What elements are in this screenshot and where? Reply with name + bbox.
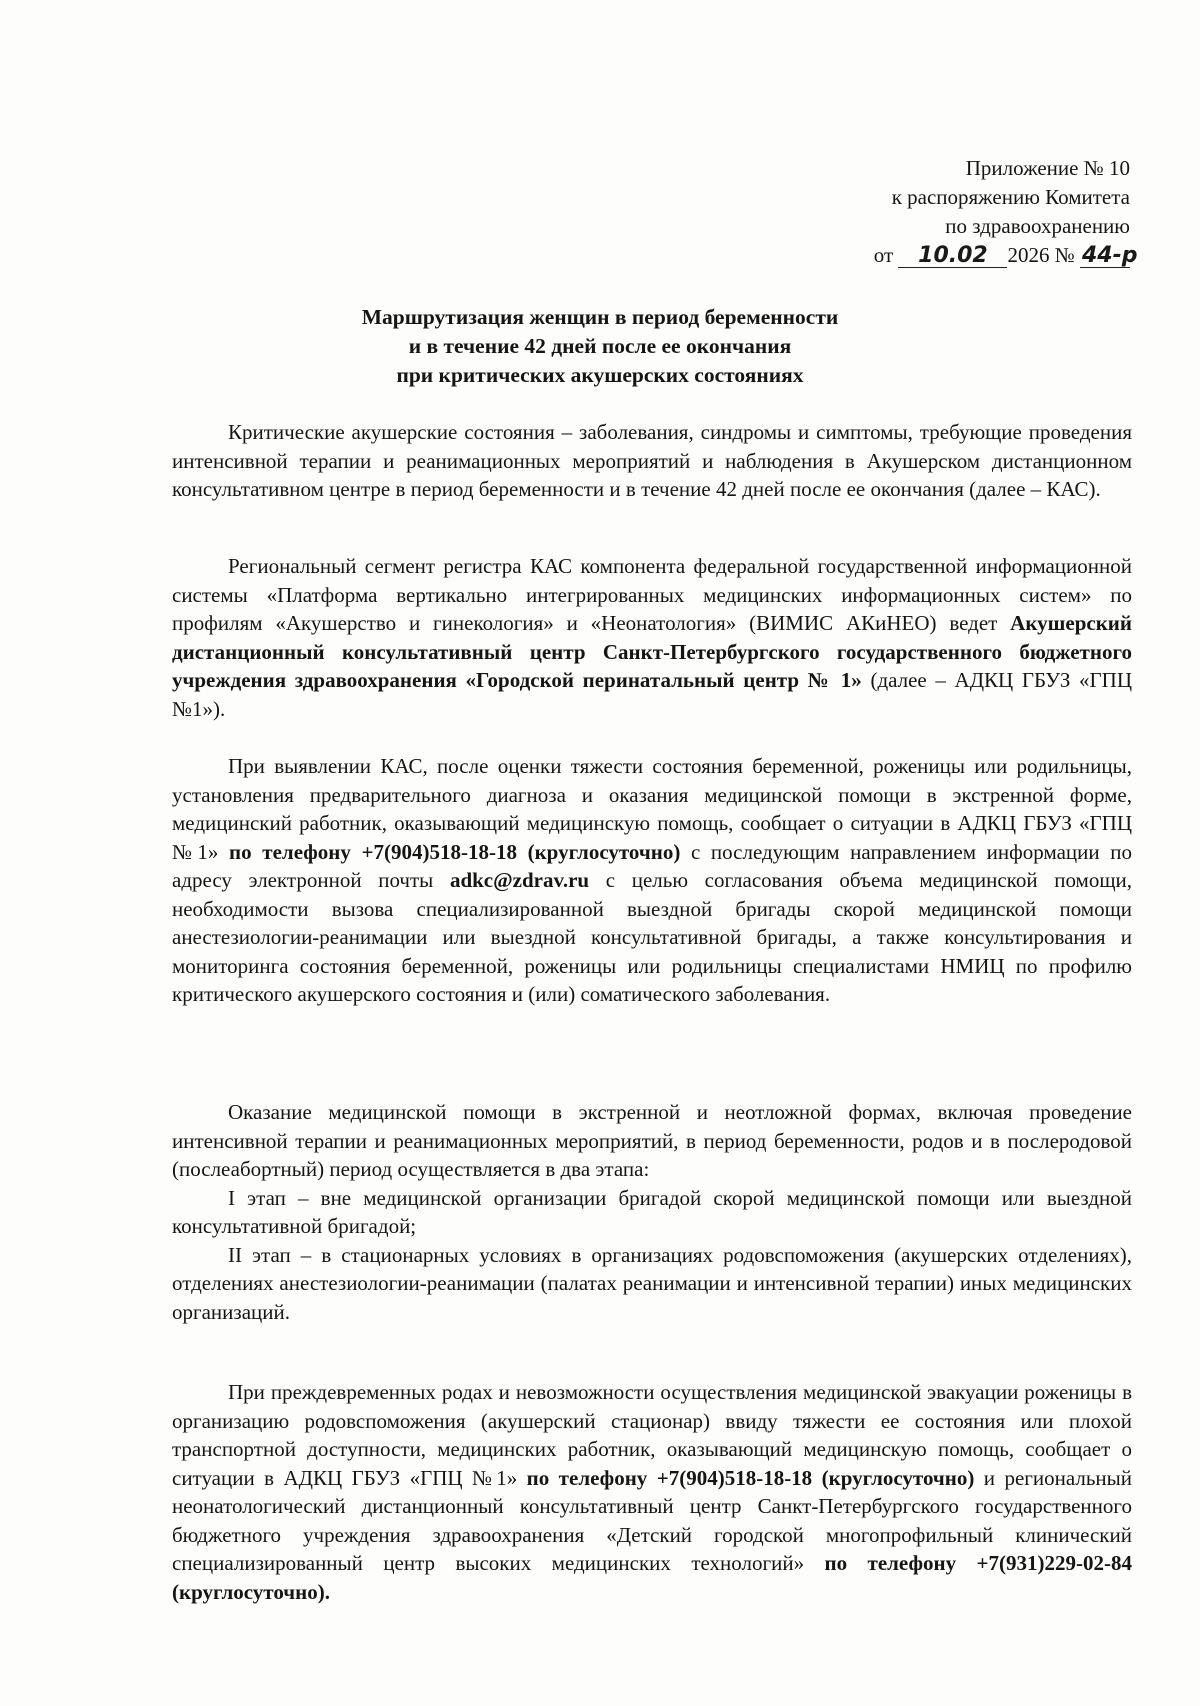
- email-address: adkc@zdrav.ru: [449, 868, 590, 892]
- title-line-1: Маршрутизация женщин в период беременности: [361, 305, 839, 329]
- text-run: Региональный сегмент регистра КАС компонента федеральной государственной информационной системы «Платформа вертикально интегрированных медицинских информационных систем» по профилям «Акушерство и гинекология» и «Неонатология» (ВИМИС АКиНЕО) ведет: [172, 554, 1132, 635]
- title-line-3: при критических акушерских состояниях: [396, 363, 804, 387]
- text-run: с последующим направлением информации по адресу электронной почты: [172, 839, 1132, 892]
- paragraph-care-stages: [172, 1098, 1132, 1326]
- document-title: [250, 303, 950, 390]
- text-run: При выявлении КАС, после оценки тяжести состояния беременной, роженицы или родильницы, установления предварительного диагноза и оказания медицинской помощи в экстренной форме, медицинский работник, оказывающий медицинскую помощь, сообщает о ситуации в АДКЦ ГБУЗ «ГПЦ №1»: [172, 754, 1132, 864]
- paragraph-kas-detection: [172, 752, 1132, 1009]
- paragraph-text: [172, 1378, 1132, 1606]
- paragraph-text: [172, 552, 1132, 723]
- paragraph-text: [172, 752, 1132, 1009]
- text-run: (далее – АДКЦ ГБУЗ «ГПЦ №1»).: [172, 668, 1133, 721]
- handwritten-date: 10.02: [898, 245, 1007, 268]
- paragraph-text: Критические акушерские состояния – заболевания, синдромы и симптомы, требующие проведения интенсивной терапии и реанимационных мероприятий и наблюдения в Акушерском дистанционном консультативном центре в период беременности и в течение 42 дней после ее окончания (далее – КАС).: [172, 420, 1132, 501]
- appendix-number: Приложение № 10: [965, 156, 1130, 180]
- paragraph-text: Оказание медицинской помощи в экстренной и неотложной формах, включая проведение интенсивной терапии и реанимационных мероприятий, в период беременности, родов и в послеродовой (послеабортный) период осуществляется в два этапа:: [172, 1100, 1132, 1181]
- text-run: и региональный неонатологический дистанционный консультативный центр Санкт-Петербургского государственного бюджетного учреждения здравоохранения «Детский городской многопрофильный клинический специализированный центр высоких медицинских технологий»: [172, 1465, 1133, 1575]
- handwritten-order-number: 44-р: [1082, 243, 1138, 268]
- paragraph-kas-definition: [172, 418, 1132, 504]
- bold-organization-name: Акушерский дистанционный консультативный центр Санкт-Петербургского государственного бюджетного учреждения здравоохранения «Городской перинатальный центр № 1»: [172, 611, 1132, 692]
- order-year: 2026: [1007, 243, 1050, 267]
- appendix-committee: по здравоохранению: [945, 214, 1130, 238]
- date-prefix: от: [873, 243, 894, 267]
- stage-two: II этап – в стационарных условиях в организациях родовспоможения (акушерских отделениях), отделениях анестезиологии-реанимации (палатах реанимации и интенсивной терапии) иных медицинских организаций.: [172, 1242, 1132, 1324]
- paragraph-premature-birth: [172, 1378, 1132, 1606]
- number-sign: №: [1054, 243, 1075, 267]
- bold-phone-number: по телефону +7(904)518-18-18 (круглосуточно): [526, 1465, 975, 1490]
- appendix-header: [780, 154, 1138, 270]
- bold-phone-number: по телефону +7(904)518-18-18 (круглосуточно): [229, 839, 681, 864]
- title-line-2: и в течение 42 дней после ее окончания: [408, 334, 792, 358]
- bold-phone-number-neonatal: по телефону +7(931)229-02-84 (круглосуточно).: [172, 1551, 1132, 1604]
- text-run: с целью согласования объема медицинской помощи, необходимости вызова специализированной выездной бригады скорой медицинской помощи анестезиологии-реанимации или выездной консультативной бригады, а также консультирования и мониторинга состояния беременной, роженицы или родильницы специалистами НМИЦ по профилю критического акушерского состояния и (или) соматического заболевания.: [172, 868, 1132, 1006]
- order-date-line: [780, 241, 1138, 270]
- text-run: При преждевременных родах и невозможности осуществления медицинской эвакуации роженицы в организацию родовспоможения (акушерский стационар) ввиду тяжести ее состояния или плохой транспортной доступности, медицинских работник, оказывающий медицинскую помощь, сообщает о ситуации в АДКЦ ГБУЗ «ГПЦ №1»: [172, 1380, 1132, 1490]
- paragraph-registry: [172, 552, 1132, 723]
- stage-one: I этап – вне медицинской организации бригадой скорой медицинской помощи или выездной консультативной бригадой;: [172, 1185, 1132, 1238]
- appendix-reference: к распоряжению Комитета: [891, 185, 1130, 209]
